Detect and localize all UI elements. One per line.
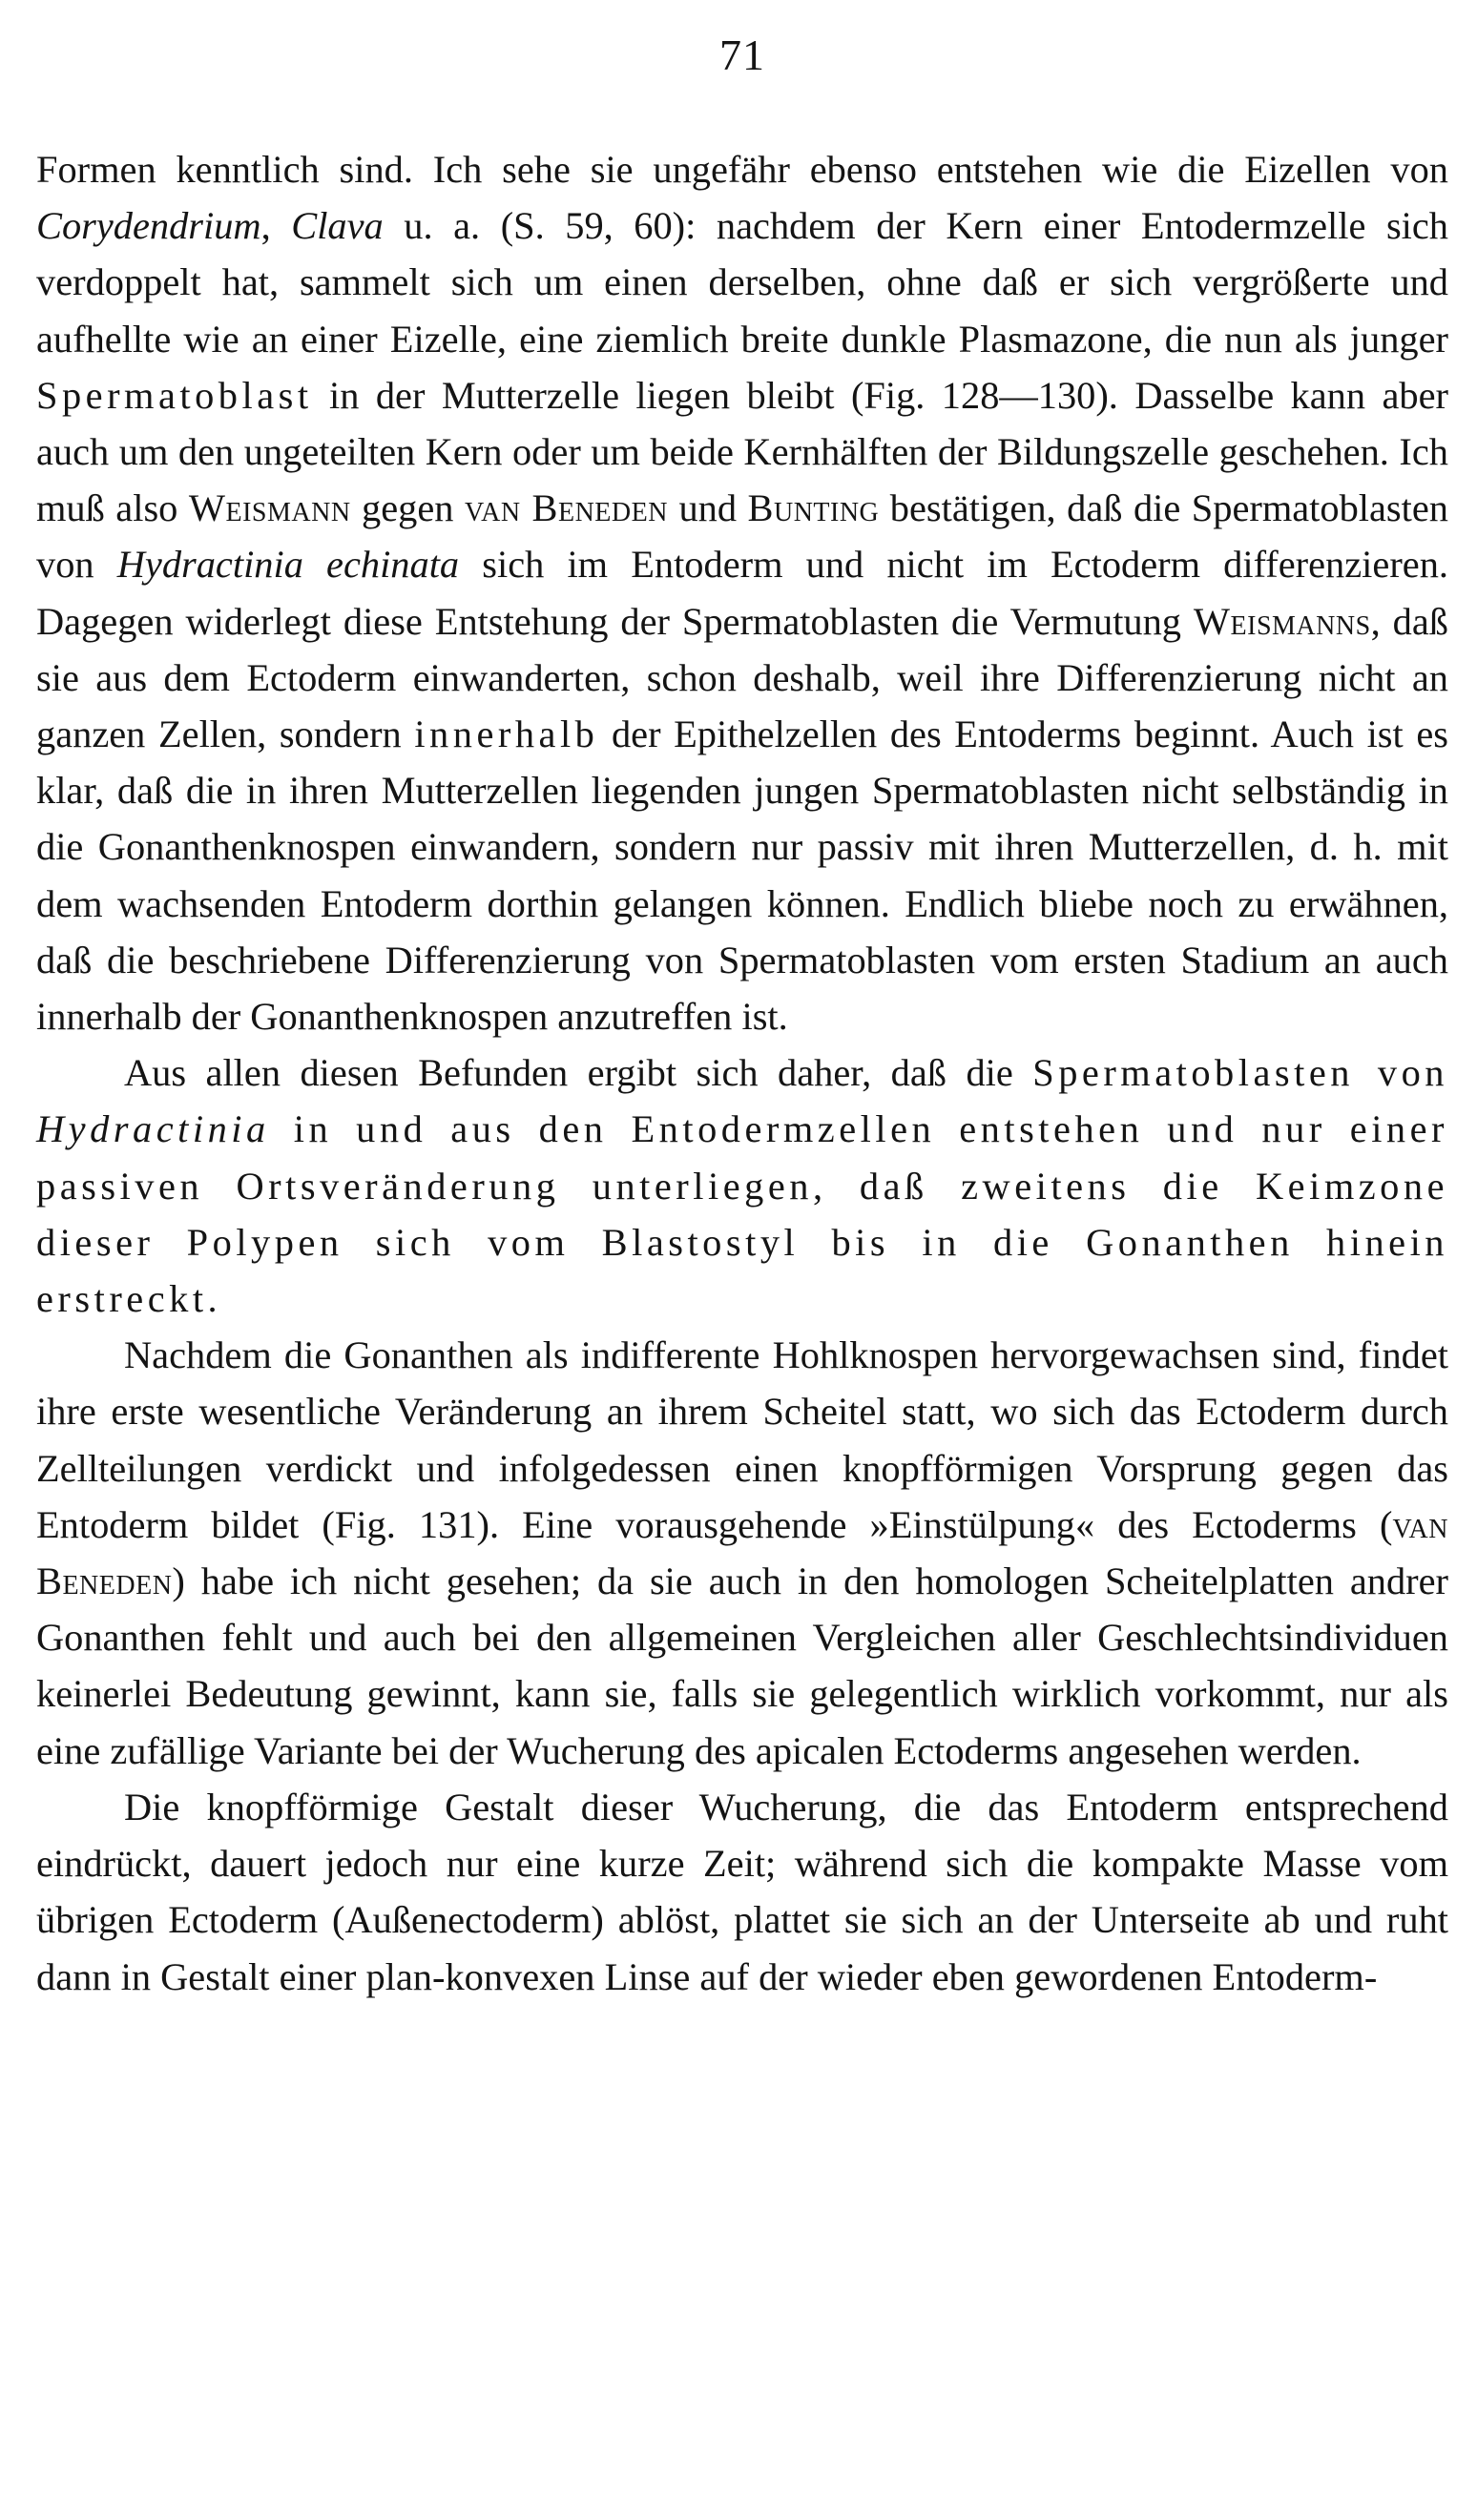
text-run: der Epithelzellen des Entoderms beginnt. Auch ist es klar, daß die in ihren Mutterzellen liegenden jungen Spermatoblasten nicht selbständig in die Gonanthenknospen einwandern, sondern nur passiv mit ihren Mutterzellen, d. h. mit dem wachsenden Entoderm dorthin gelangen können. Endlich bliebe noch zu erwähnen, daß die beschriebene Differenzierung von Spermatoblasten vom ersten Stadium an auch innerhalb der Gonanthenknospen anzutreffen ist. [36, 713, 1448, 1039]
text-run: gegen [350, 486, 465, 530]
paragraph [36, 1327, 1448, 1779]
author-name: van Beneden [464, 486, 668, 530]
text-run: sich im Entoderm und nicht im Ectoderm differenzieren. Dagegen widerlegt diese Entstehung der Spermatoblasten die Vermutung [36, 543, 1448, 643]
italic-term: Hydractinia echinata [116, 543, 460, 587]
spaced-text: Spermatoblasten von [1032, 1051, 1448, 1095]
author-name: Bunting [747, 486, 880, 530]
spaced-text: innerhalb [414, 713, 599, 756]
text-run: Nachdem die Gonanthen als indifferente Hohlknospen hervorgewachsen sind, findet ihre erste wesentliche Veränderung an ihrem Scheitel statt, wo sich das Ectoderm durch Zellteilungen verdickt und infolgedessen einen knopfförmigen Vorsprung gegen das Entoderm bildet (Fig. 131). Eine vorausgehende »Einstülpung« des Ectoderms ( [36, 1333, 1448, 1546]
spaced-text: Hydractinia [36, 1107, 270, 1151]
author-name: Weismanns [1193, 599, 1371, 643]
text-run: Die knopfförmige Gestalt dieser Wucherung, die das Entoderm entsprechend eindrückt, dauert jedoch nur eine kurze Zeit; während sich die kompakte Masse vom übrigen Ectoderm (Außenectoderm) ablöst, plattet sie sich an der Unterseite ab und ruht dann in Gestalt einer plan-konvexen Linse auf der wieder eben gewordenen Entoderm- [36, 1785, 1448, 1998]
page-number: 71 [719, 31, 765, 79]
paragraph [36, 141, 1448, 1044]
text-run: Aus allen diesen Befunden ergibt sich daher, daß die [124, 1051, 1033, 1095]
text-run: u. a. (S. 59, 60): nachdem der Kern einer Entodermzelle sich verdoppelt hat, sammelt sich um einen derselben, ohne daß er sich vergrößerte und aufhellte wie an einer Eizelle, eine ziemlich breite dunkle Plasmazone, die nun als junger [36, 204, 1449, 361]
italic-term: Corydendrium [36, 204, 261, 248]
author-name: van Beneden [36, 1502, 1448, 1603]
spaced-text: in und aus den Entodermzellen entstehen und nur einer passiven Ortsveränderung unterliegen, daß zweitens die Keimzone dieser Polypen sich vom Blastostyl bis in die Gonanthen hinein erstreckt. [36, 1107, 1448, 1321]
spaced-text: Spermatoblast [36, 373, 313, 417]
author-name: Weismann [188, 486, 351, 530]
text-run: bestätigen, daß die Spermatoblasten von [36, 486, 1448, 587]
body-text [36, 141, 1448, 2005]
text-run: und [667, 486, 748, 530]
text-run: Formen kenntlich sind. Ich sehe sie ungefähr ebenso entstehen wie die Eizellen von [36, 148, 1448, 191]
paragraph [36, 1044, 1448, 1327]
text-run: , [260, 204, 292, 248]
paragraph [36, 1779, 1448, 2005]
text-run: in der Mutterzelle liegen bleibt (Fig. 128—130). Dasselbe kann aber auch um den ungeteilten Kern oder um beide Kernhälften der Bildungszelle geschehen. Ich muß also [36, 373, 1448, 530]
text-run: , daß sie aus dem Ectoderm einwanderten, schon deshalb, weil ihre Differenzierung nicht an ganzen Zellen, sondern [36, 599, 1448, 756]
italic-term: Clava [291, 204, 384, 248]
text-run: ) habe ich nicht gesehen; da sie auch in den homologen Scheitelplatten andrer Gonanthen fehlt und auch bei den allgemeinen Vergleichen aller Geschlechtsindividuen keinerlei Bedeutung gewinnt, kann sie, falls sie gelegentlich wirklich vorkommt, nur als eine zufällige Variante bei der Wucherung des apicalen Ectoderms angesehen werden. [36, 1560, 1448, 1772]
